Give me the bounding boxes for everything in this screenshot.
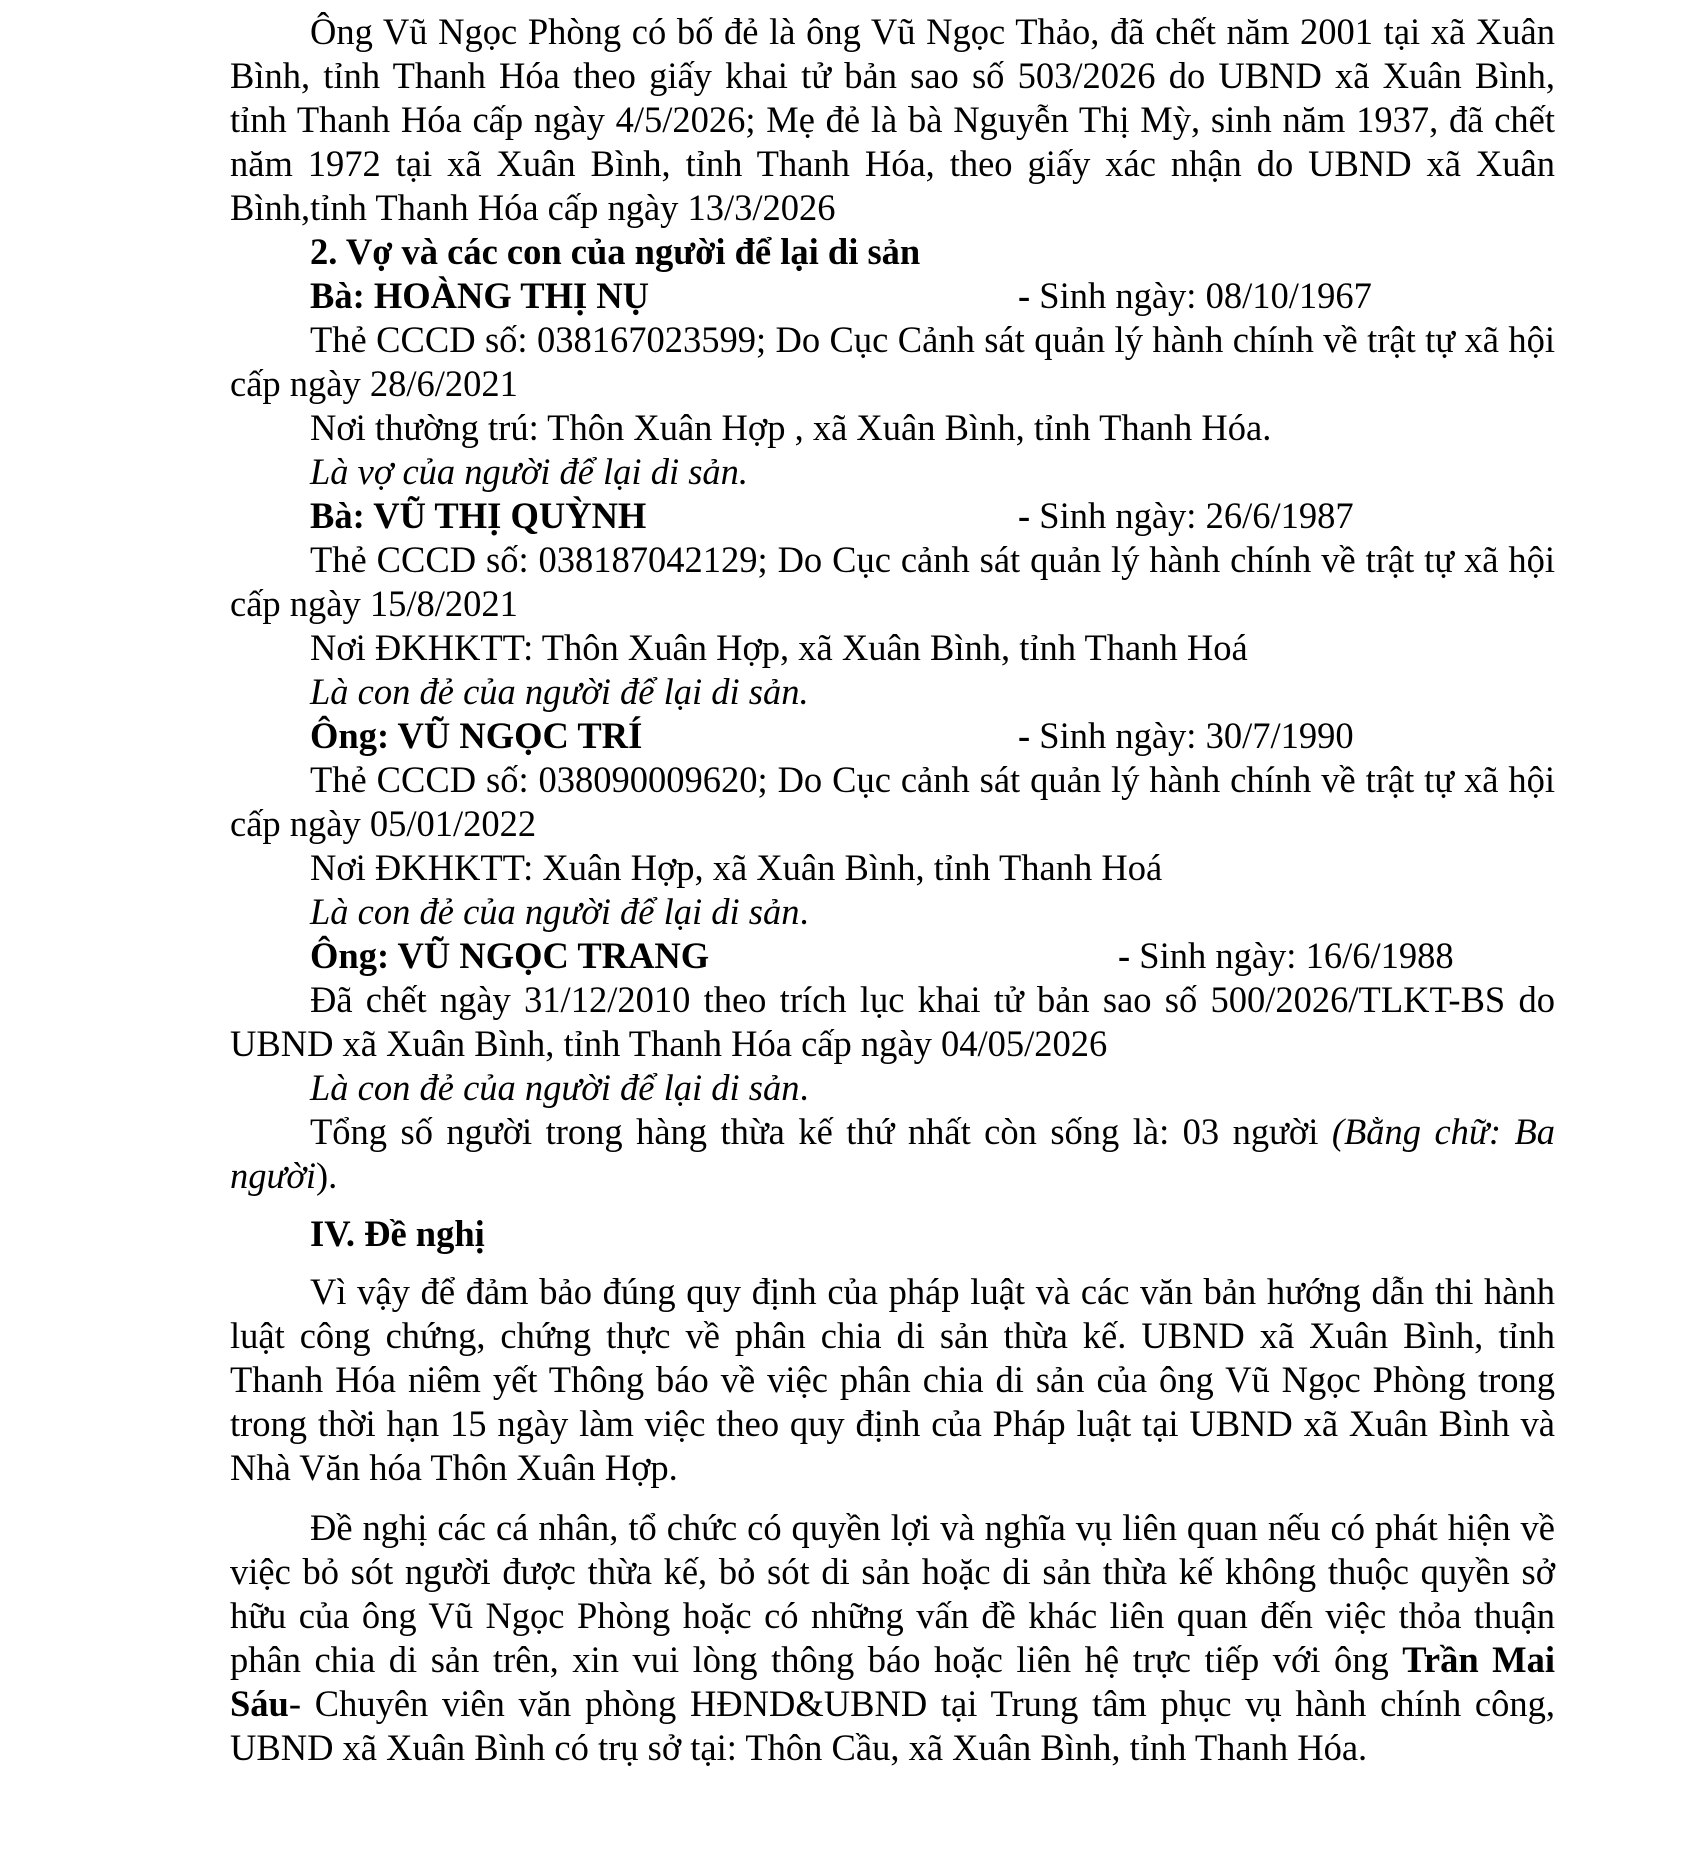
person-death-line: Đã chết ngày 31/12/2010 theo trích lục khai tử bản sao số 500/2026/TLKT-BS do UBND xã Xuân Bình, tỉnh Thanh Hóa cấp ngày 04/05/2026 — [230, 979, 1555, 1064]
person-residence: Nơi ĐKHKTT: Xuân Hợp, xã Xuân Bình, tỉnh Thanh Hoá — [310, 847, 1163, 888]
person-residence: Nơi ĐKHKTT: Thôn Xuân Hợp, xã Xuân Bình, tỉnh Thanh Hoá — [310, 627, 1248, 668]
birth-dash: - — [1118, 935, 1131, 976]
person-row-vu-ngoc-tri — [230, 714, 1555, 758]
person-name: Ông: VŨ NGỌC TRÍ — [310, 715, 643, 756]
person-row-vu-thi-quynh — [230, 494, 1555, 538]
section-2-heading: 2. Vợ và các con của người để lại di sản — [310, 231, 921, 272]
person-birth — [1018, 274, 1372, 318]
person-name: Ông: VŨ NGỌC TRANG — [310, 935, 710, 976]
total-heirs-paragraph — [230, 1110, 1555, 1198]
total-heirs-words: (Bằng chữ: Ba người — [230, 1111, 1555, 1196]
contact-paragraph-start: Đề nghị các cá nhân, tổ chức có quyền lợi và nghĩa vụ liên quan nếu có phát hiện về việc bỏ sót người được thừa kế, bỏ sót di sản hoặc di sản thừa kế không thuộc quyền sở hữu của ông Vũ Ngọc Phòng hoặc có những vấn đề khác liên quan đến việc thỏa thuận phân chia di sản trên, xin vui lòng thông báo hoặc liên hệ trực tiếp với ông — [230, 1507, 1555, 1680]
birth-date: Sinh ngày: 26/6/1987 — [1030, 495, 1354, 536]
person-relation-line — [230, 890, 1555, 934]
person-residence: Nơi thường trú: Thôn Xuân Hợp , xã Xuân Bình, tỉnh Thanh Hóa. — [310, 407, 1272, 448]
person-row-hoang-thi-nu — [230, 274, 1555, 318]
proposal-paragraph: Vì vậy để đảm bảo đúng quy định của pháp luật và các văn bản hướng dẫn thi hành luật công chứng, chứng thực về phân chia di sản thừa kế. UBND xã Xuân Bình, tỉnh Thanh Hóa niêm yết Thông báo về việc phân chia di sản của ông Vũ Ngọc Phòng trong trong thời hạn 15 ngày làm việc theo quy định của Pháp luật tại UBND xã Xuân Bình và Nhà Văn hóa Thôn Xuân Hợp. — [230, 1271, 1555, 1488]
person-relation-line — [230, 1066, 1555, 1110]
person-name: Bà: VŨ THỊ QUỲNH — [310, 495, 647, 536]
birth-date: Sinh ngày: 16/6/1988 — [1130, 935, 1454, 976]
person-relation: Là con đẻ của người để lại di sản. — [310, 671, 809, 712]
person-name: Bà: HOÀNG THỊ NỤ — [310, 275, 650, 316]
birth-dash: - — [1018, 275, 1031, 316]
person-birth — [1018, 494, 1354, 538]
person-id-line: Thẻ CCCD số: 038187042129; Do Cục cảnh sát quản lý hành chính về trật tự xã hội cấp ngày 15/8/2021 — [230, 539, 1555, 624]
total-heirs-text: Tổng số người trong hàng thừa kế thứ nhất còn sống là: 03 người — [310, 1111, 1332, 1152]
relation-period: . — [799, 1067, 809, 1108]
person-id-line: Thẻ CCCD số: 038090009620; Do Cục cảnh sát quản lý hành chính về trật tự xã hội cấp ngày 05/01/2022 — [230, 759, 1555, 844]
contact-name: Trần Mai Sáu — [230, 1639, 1555, 1724]
document-page — [230, 10, 1555, 1770]
birth-date: Sinh ngày: 08/10/1967 — [1030, 275, 1372, 316]
birth-date: Sinh ngày: 30/7/1990 — [1030, 715, 1354, 756]
contact-paragraph — [230, 1506, 1555, 1770]
relation-period: . — [799, 891, 809, 932]
person-birth — [1118, 934, 1454, 978]
person-relation: Là con đẻ của người để lại di sản — [310, 1067, 800, 1108]
birth-dash: - — [1018, 495, 1031, 536]
total-heirs-suffix: ). — [316, 1155, 338, 1196]
parents-paragraph: Ông Vũ Ngọc Phòng có bố đẻ là ông Vũ Ngọc Thảo, đã chết năm 2001 tại xã Xuân Bình, tỉnh Thanh Hóa theo giấy khai tử bản sao số 503/2026 do UBND xã Xuân Bình, tỉnh Thanh Hóa cấp ngày 4/5/2026; Mẹ đẻ là bà Nguyễn Thị Mỳ, sinh năm 1937, đã chết năm 1972 tại xã Xuân Bình, tỉnh Thanh Hóa, theo giấy xác nhận do UBND xã Xuân Bình,tỉnh Thanh Hóa cấp ngày 13/3/2026 — [230, 11, 1555, 228]
person-relation: Là vợ của người để lại di sản. — [310, 451, 749, 492]
contact-paragraph-end: - Chuyên viên văn phòng HĐND&UBND tại Trung tâm phục vụ hành chính công, UBND xã Xuân Bình có trụ sở tại: Thôn Cầu, xã Xuân Bình, tỉnh Thanh Hóa. — [230, 1683, 1555, 1768]
person-row-vu-ngoc-trang — [230, 934, 1555, 978]
section-4-heading: IV. Đề nghị — [310, 1213, 485, 1254]
person-birth — [1018, 714, 1354, 758]
person-id-line: Thẻ CCCD số: 038167023599; Do Cục Cảnh sát quản lý hành chính về trật tự xã hội cấp ngày 28/6/2021 — [230, 319, 1555, 404]
birth-dash: - — [1018, 715, 1031, 756]
person-relation: Là con đẻ của người để lại di sản — [310, 891, 800, 932]
